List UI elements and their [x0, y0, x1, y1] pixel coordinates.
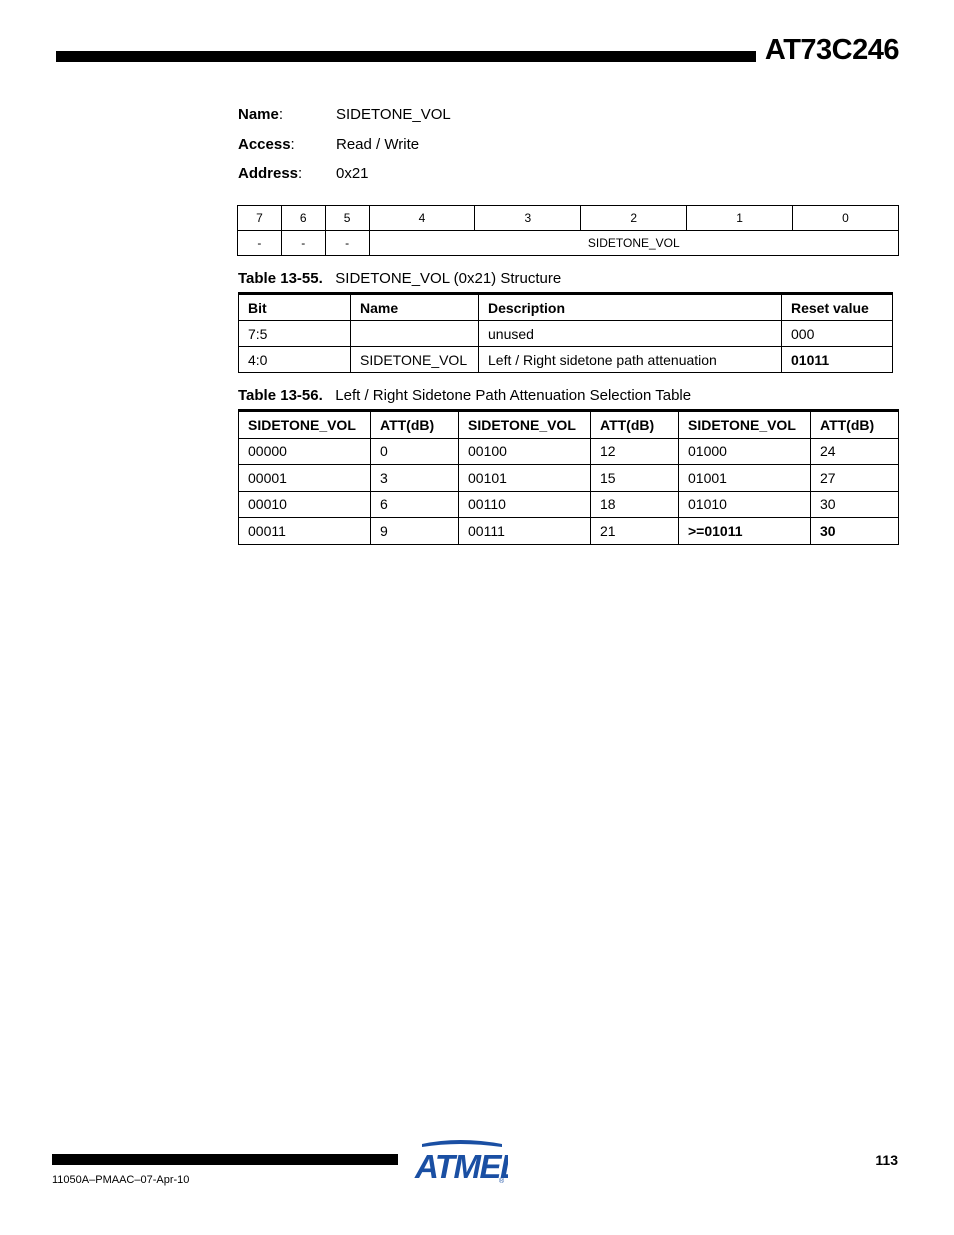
table-cell: 00010: [239, 491, 371, 518]
column-header: ATT(dB): [811, 411, 899, 439]
bit-cell: 7: [238, 206, 282, 231]
bit-cell: 3: [475, 206, 581, 231]
column-header: Name: [351, 294, 479, 321]
structure-table: [238, 292, 893, 373]
address-label: Address: [238, 165, 299, 182]
logo-wordmark: ATME: [415, 1148, 501, 1184]
column-header: ATT(dB): [371, 411, 459, 439]
table-cell: 30: [811, 491, 899, 518]
table-cell: SIDETONE_VOL: [351, 347, 479, 373]
bit-cell: 5: [325, 206, 369, 231]
bit-layout-table: [237, 205, 899, 256]
table-cell: 01010: [679, 491, 811, 518]
bit-field-row: [238, 231, 899, 256]
column-header: SIDETONE_VOL: [239, 411, 371, 439]
table-row: [239, 518, 899, 545]
table-cell: 3: [371, 465, 459, 492]
table-cell: 9: [371, 518, 459, 545]
register-info: [238, 106, 451, 195]
logo-swoosh: [422, 1140, 502, 1147]
bit-number-row: [238, 206, 899, 231]
table-cell: 6: [371, 491, 459, 518]
column-header: Reset value: [782, 294, 893, 321]
table-row: [239, 465, 899, 492]
table-56-number: Table 13-56.: [238, 387, 323, 404]
atmel-logo: [414, 1138, 508, 1189]
field-cell: -: [281, 231, 325, 256]
register-access-row: Access: Read / Write: [238, 136, 451, 166]
table-cell: 00000: [239, 438, 371, 465]
table-cell: 00011: [239, 518, 371, 545]
column-header: Description: [479, 294, 782, 321]
table-cell: 4:0: [239, 347, 351, 373]
table-header-row: [239, 294, 893, 321]
table-cell: 12: [591, 438, 679, 465]
header-rule: [56, 51, 756, 62]
atmel-logo-icon: [414, 1138, 508, 1184]
table-cell: 00110: [459, 491, 591, 518]
table-cell: 00001: [239, 465, 371, 492]
table-55-caption: [238, 270, 561, 287]
table-cell: 00111: [459, 518, 591, 545]
table-header-row: [239, 411, 899, 439]
field-cell: -: [325, 231, 369, 256]
column-header: ATT(dB): [591, 411, 679, 439]
table-row: [239, 438, 899, 465]
page-number: 113: [875, 1152, 898, 1168]
attenuation-table: [238, 409, 899, 545]
bit-cell: 6: [281, 206, 325, 231]
table-cell: unused: [479, 321, 782, 347]
table-cell: 01001: [679, 465, 811, 492]
table-56-title: Left / Right Sidetone Path Attenuation Selection Table: [335, 387, 692, 404]
bit-cell: 2: [581, 206, 687, 231]
access-label: Access: [238, 135, 291, 153]
bit-cell: 0: [793, 206, 899, 231]
bit-cell: 4: [369, 206, 475, 231]
table-cell: 30: [811, 518, 899, 545]
table-row: [239, 491, 899, 518]
table-cell: 01011: [782, 347, 893, 373]
column-header: Bit: [239, 294, 351, 321]
registered-mark: ®: [499, 1178, 505, 1184]
address-value: 0x21: [336, 165, 369, 182]
footer-rule: [52, 1154, 398, 1165]
table-cell: 000: [782, 321, 893, 347]
field-cell-sidetone-vol: SIDETONE_VOL: [369, 231, 898, 256]
table-cell: [351, 321, 479, 347]
field-cell: -: [238, 231, 282, 256]
name-value: SIDETONE_VOL: [336, 106, 451, 123]
table-56-caption: [238, 387, 691, 404]
table-cell: >=01011: [679, 518, 811, 545]
register-name-row: Name: SIDETONE_VOL: [238, 106, 451, 136]
table-cell: 21: [591, 518, 679, 545]
table-cell: 15: [591, 465, 679, 492]
document-title: AT73C246: [764, 34, 899, 66]
column-header: SIDETONE_VOL: [459, 411, 591, 439]
column-header: SIDETONE_VOL: [679, 411, 811, 439]
table-cell: 01000: [679, 438, 811, 465]
bit-cell: 1: [687, 206, 793, 231]
register-address-row: Address: 0x21: [238, 165, 451, 195]
table-cell: 00101: [459, 465, 591, 492]
table-cell: Left / Right sidetone path attenuation: [479, 347, 782, 373]
access-value: Read / Write: [336, 135, 420, 153]
document-code: 11050A–PMAAC–07-Apr-10: [52, 1174, 190, 1186]
table-row: [239, 321, 893, 347]
table-cell: 27: [811, 465, 899, 492]
table-row: [239, 347, 893, 373]
table-cell: 7:5: [239, 321, 351, 347]
table-cell: 24: [811, 438, 899, 465]
table-55-title: SIDETONE_VOL (0x21) Structure: [335, 270, 562, 287]
name-label: Name: [238, 106, 279, 123]
table-cell: 00100: [459, 438, 591, 465]
table-55-number: Table 13-55.: [238, 270, 323, 287]
table-cell: 0: [371, 438, 459, 465]
table-cell: 18: [591, 491, 679, 518]
